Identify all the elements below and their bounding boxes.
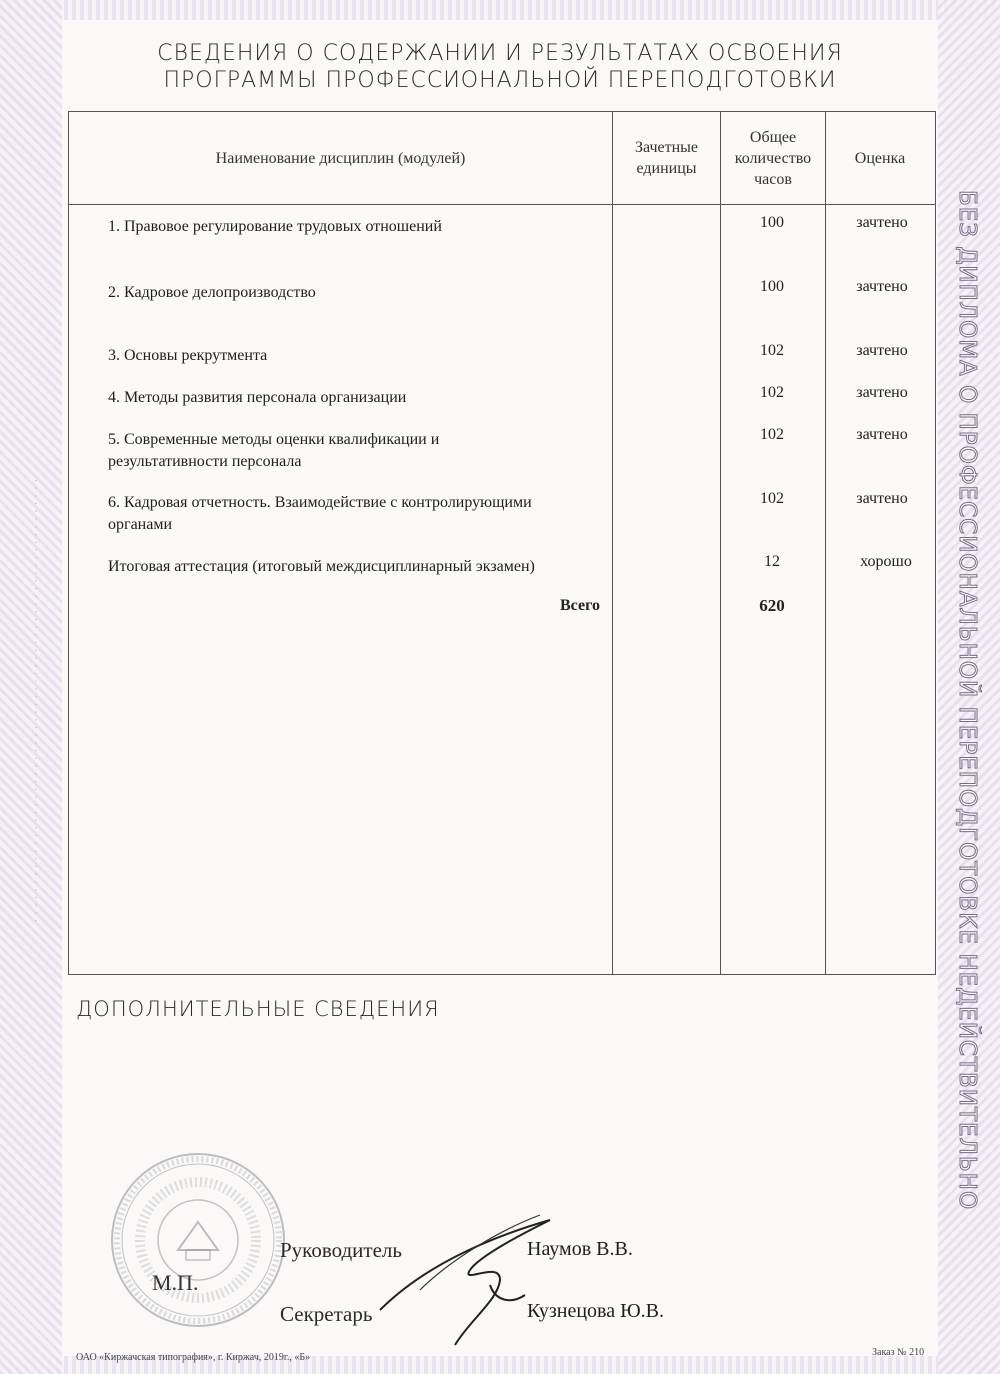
table-row-hours: 102 (760, 342, 784, 359)
stamp-place-label: М.П. (152, 1270, 199, 1295)
additional-info-heading: ДОПОЛНИТЕЛЬНЫЕ СВЕДЕНИЯ (76, 997, 440, 1021)
table-row-grade: зачтено (856, 426, 908, 443)
total-hours: 620 (759, 596, 785, 615)
page-title (100, 40, 900, 94)
header-grade: Оценка (854, 149, 906, 167)
table-row-hours: 102 (760, 426, 784, 443)
header-credits: Зачетные единицы (634, 139, 699, 177)
table-row-name: 5. Современные методы оценки квалификации и результативности персонала (108, 431, 440, 470)
secretary-role-label: Секретарь (280, 1302, 373, 1326)
header-divider (69, 204, 935, 205)
disciplines-table (68, 111, 936, 975)
table-row-grade: зачтено (856, 278, 908, 295)
table-row-hours: 12 (764, 553, 780, 570)
table-row-grade: хорошо (860, 553, 912, 570)
table-row-name: 6. Кадровая отчетность. Взаимодействие с контролирующими органами (108, 494, 532, 533)
table-row-name: 1. Правовое регулирование трудовых отношений (108, 218, 442, 235)
secretary-name: Кузнецова Ю.В. (527, 1300, 664, 1322)
head-role-label: Руководитель (280, 1238, 402, 1262)
total-label: Всего (560, 597, 600, 614)
table-row-hours: 100 (760, 278, 784, 295)
column-divider (825, 112, 826, 974)
printer-imprint: ОАО «Киржачская типография», г. Киржач, 2019г., «Б» (76, 1352, 311, 1363)
table-row-name: 4. Методы развития персонала организации (108, 389, 407, 406)
left-microtext-label: · · · · · · · · · · · · · · · · · · · · · · · · · · · · · · · · · · · · · · · · · · · · · · · · · · · · · · · · · · (32, 478, 42, 922)
table-row-name: 2. Кадровое делопроизводство (108, 284, 316, 301)
order-number: Заказ № 210 (872, 1347, 925, 1358)
table-row-name: 3. Основы рекрутмента (108, 347, 268, 364)
handwritten-signature (360, 1200, 580, 1350)
table-row-hours: 100 (760, 214, 784, 231)
table-row-grade: зачтено (856, 342, 908, 359)
left-microtext (30, 220, 44, 1180)
table-row-grade: зачтено (856, 490, 908, 507)
head-name: Наумов В.В. (527, 1238, 633, 1260)
title-line-2: ПРОГРАММЫ ПРОФЕССИОНАЛЬНОЙ ПЕРЕПОДГОТОВКИ (163, 68, 837, 93)
title-line-1: СВЕДЕНИЯ О СОДЕРЖАНИИ И РЕЗУЛЬТАТАХ ОСВОЕНИЯ (157, 41, 843, 66)
column-divider (720, 112, 721, 974)
decorative-border-top (0, 0, 1000, 20)
table-row-grade: зачтено (856, 384, 908, 401)
table-row-grade: зачтено (856, 214, 908, 231)
header-hours: Общее количество часов (734, 128, 812, 188)
seal-stamp (108, 1150, 288, 1330)
table-row-hours: 102 (760, 490, 784, 507)
side-validity-text: БЕЗ ДИПЛОМА О ПРОФЕССИОНАЛЬНОЙ ПЕРЕПОДГОТОВКЕ НЕДЕЙСТВИТЕЛЬНО (954, 189, 980, 1211)
header-name: Наименование дисциплин (модулей) (215, 149, 466, 167)
table-row-name: Итоговая аттестация (итоговый междисциплинарный экзамен) (108, 558, 535, 575)
column-divider (612, 112, 613, 974)
table-row-hours: 102 (760, 384, 784, 401)
